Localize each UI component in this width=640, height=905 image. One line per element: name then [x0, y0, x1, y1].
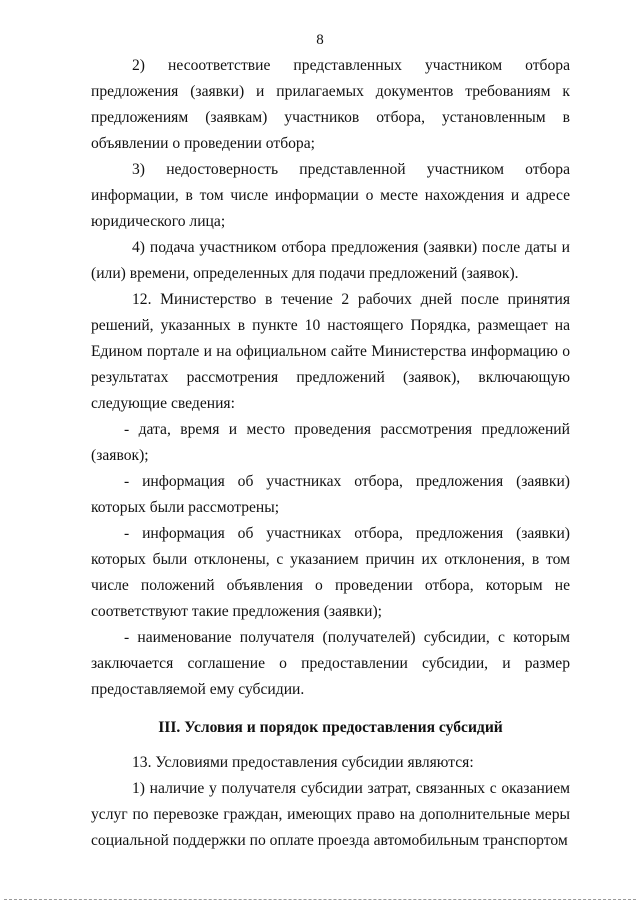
paragraph-clause-13: 13. Условиями предоставления субсидии являются:: [132, 754, 474, 771]
bullet-item-reviewed-participants: - информация об участниках отбора, предложения (заявки) которых были рассмотрены;: [91, 473, 570, 516]
bullet-item-date-time-place: - дата, время и место проведения рассмотрения предложений (заявок);: [91, 421, 570, 464]
bullet-item-recipient-name: - наименование получателя (получателей) субсидии, с которым заключается соглашение о предоставлении субсидии, и размер предоставляемой ему субсидии.: [91, 629, 570, 698]
paragraph-item-3: 3) недостоверность представленной участником отбора информации, в том числе информации о месте нахождения и адресе юридического лица;: [91, 161, 570, 230]
document-body: [91, 53, 570, 854]
paragraph-item-4: 4) подача участником отбора предложения (заявки) после даты и (или) времени, определенных для подачи предложений (заявок).: [91, 239, 570, 282]
paragraph-condition-1: 1) наличие у получателя субсидии затрат, связанных с оказанием услуг по перевозке граждан, имеющих право на дополнительные меры социальной поддержки по оплате проезда автомобильным транспортом: [91, 780, 570, 849]
page-number: 8: [316, 32, 324, 48]
section-heading: III. Условия и порядок предоставления субсидий: [158, 719, 503, 736]
paragraph-item-2: 2) несоответствие представленных участником отбора предложения (заявки) и прилагаемых документов требованиям к предложениям (заявкам) участников отбора, установленным в объявлении о проведении отбора;: [91, 57, 570, 152]
bullet-item-rejected-participants: - информация об участниках отбора, предложения (заявки) которых были отклонены, с указанием причин их отклонения, в том числе положений объявления о проведении отбора, которым не соответствуют такие предложения (заявки);: [91, 525, 570, 620]
page-bottom-divider: [4, 899, 636, 900]
paragraph-clause-12: 12. Министерство в течение 2 рабочих дней после принятия решений, указанных в пункте 10 настоящего Порядка, размещает на Едином портале и на официальном сайте Министерства информацию о результатах рассмотрения предложений (заявок), включающую следующие сведения:: [91, 291, 570, 412]
